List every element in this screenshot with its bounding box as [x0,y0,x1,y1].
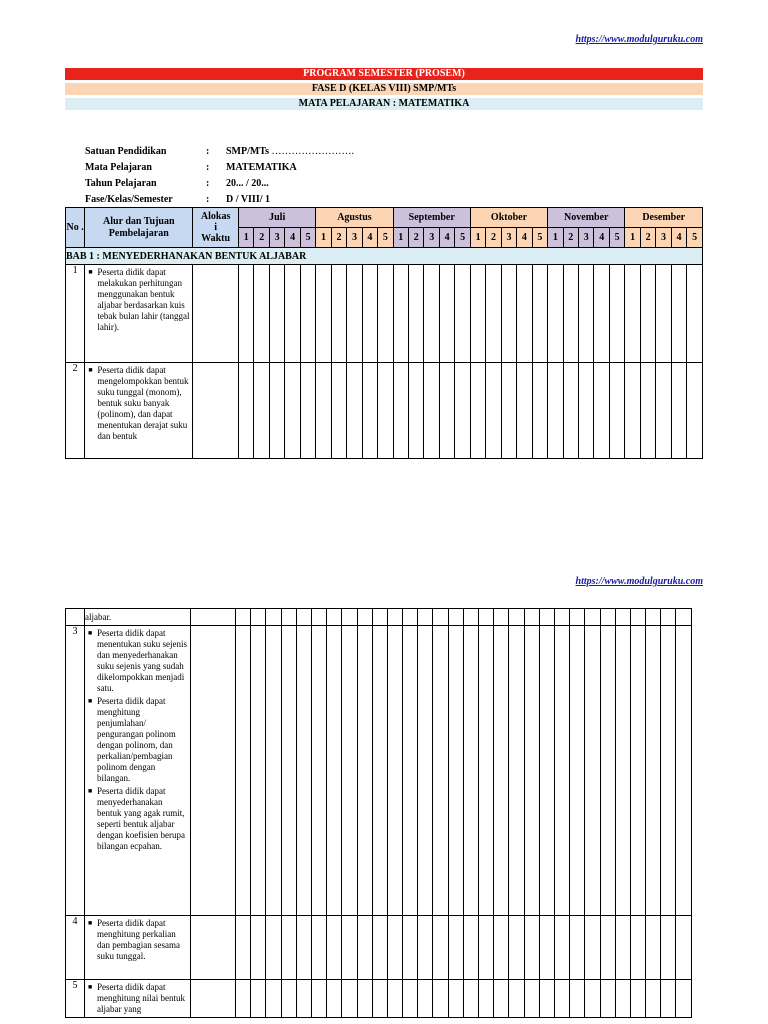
info-label: Satuan Pendidikan [85,146,167,157]
week-cell [554,980,569,1018]
week-cell [266,916,281,980]
week-cell [372,916,387,980]
week-cell [548,363,563,459]
week-cell [357,626,372,916]
header-alokasi-line1: Alokas [200,211,231,222]
week-cell [357,980,372,1018]
week-cell [311,980,326,1018]
info-colon: : [206,194,210,205]
week-cell [600,609,615,626]
week-cell [448,980,463,1018]
week-cell [281,916,296,980]
week-cell [342,916,357,980]
week-cell [579,363,594,459]
week-cell [403,609,418,626]
list-item [88,267,190,333]
header-alokasi-line3: Waktu [201,233,231,244]
week-cell [342,626,357,916]
week-cell [630,609,645,626]
week-cell [327,626,342,916]
week-cell [439,363,454,459]
bullet-icon: ■ [88,697,93,705]
week-cell [439,265,454,363]
program-semester-table [65,207,703,459]
week-cell [479,609,494,626]
month-header: Juli [239,208,316,228]
week-cell [625,265,640,363]
week-number: 1 [470,228,485,248]
week-cell [661,626,676,916]
bullet-icon: ■ [88,629,93,637]
week-cell [509,916,524,980]
table-row [66,609,692,626]
list-item-text: Peserta didik dapat menghitung penjumlahan/ pengurangan polinom dengan polinom, dan perkalian/pembagian polinom dengan bilangan. [97,696,176,783]
month-header: September [393,208,470,228]
info-dots: ……………………. [271,146,354,157]
week-cell [486,363,501,459]
list-item-text: Peserta didik dapat melakukan perhitungan menggunakan bentuk aljabar berdasarkan kuis tebak bulan lahir (tanggal lahir). [97,267,190,332]
title-fase: FASE D (KELAS VIII) SMP/MTs [65,83,703,95]
table-header-row [66,208,703,228]
week-cell [570,609,585,626]
week-cell [387,916,402,980]
week-number: 3 [501,228,516,248]
list-item-text: Peserta didik dapat menyederhanakan bentuk yang agak rumit, seperti bentuk aljabar dengan koefisien berupa bilangan ecpahan. [97,786,185,851]
week-cell [625,363,640,459]
week-cell [455,363,470,459]
week-cell [266,609,281,626]
week-cell [285,265,300,363]
row-alokasi [193,265,239,363]
row-number: 1 [66,265,85,363]
website-link[interactable]: https://www.modulguruku.com [575,576,703,587]
week-cell [357,916,372,980]
week-number: 2 [486,228,501,248]
info-label: Fase/Kelas/Semester [85,194,173,205]
row-number: 2 [66,363,85,459]
week-cell [671,363,686,459]
week-cell [646,916,661,980]
bab-row [66,248,703,265]
week-cell [403,626,418,916]
week-cell [640,265,655,363]
week-cell [378,265,393,363]
week-cell [311,609,326,626]
week-cell [236,626,251,916]
info-label: Mata Pelajaran [85,162,152,173]
week-cell [687,363,703,459]
row-alur-continuation: aljabar. [85,609,191,626]
week-cell [342,980,357,1018]
week-cell [266,980,281,1018]
week-cell [563,363,578,459]
week-cell [676,980,691,1018]
week-cell [470,265,485,363]
week-cell [570,626,585,916]
row-alur [85,363,193,459]
week-cell [548,265,563,363]
week-cell [594,363,609,459]
week-cell [656,363,671,459]
week-cell [646,609,661,626]
week-cell [433,609,448,626]
month-header: November [548,208,625,228]
week-cell [418,626,433,916]
week-cell [387,626,402,916]
week-cell [372,609,387,626]
week-cell [463,916,478,980]
week-cell [311,626,326,916]
week-cell [266,626,281,916]
week-cell [463,626,478,916]
week-cell [600,916,615,980]
month-header: Desember [625,208,703,228]
week-cell [585,626,600,916]
week-number: 3 [424,228,439,248]
week-cell [661,980,676,1018]
week-cell [342,609,357,626]
row-alokasi [191,609,236,626]
week-cell [554,626,569,916]
list-item-text: Peserta didik dapat menghitung nilai bentuk aljabar yang [97,982,185,1014]
list-item-text: Peserta didik dapat mengelompokkan bentuk suku tunggal (monom), bentuk suku banyak (polinom), dan dapat menentukan derajat suku dan bentuk [97,365,189,441]
week-cell [532,265,547,363]
list-item-text: Peserta didik dapat menentukan suku sejenis dan menyederhanakan suku sejenis yang sudah dikelompokkan menjadi satu. [97,628,187,693]
week-cell [539,609,554,626]
week-cell [300,363,315,459]
week-number: 1 [548,228,563,248]
week-cell [479,626,494,916]
week-cell [494,980,509,1018]
week-cell [600,626,615,916]
week-number: 2 [331,228,346,248]
week-cell [393,363,408,459]
week-cell [393,265,408,363]
week-cell [539,626,554,916]
week-cell [609,265,625,363]
week-cell [296,980,311,1018]
week-cell [448,626,463,916]
week-cell [579,265,594,363]
week-number: 5 [300,228,315,248]
list-item-text: Peserta didik dapat menghitung perkalian dan pembagian sesama suku tunggal. [97,918,180,961]
row-alur [85,626,191,916]
week-number: 1 [316,228,331,248]
week-number: 4 [517,228,532,248]
week-cell [501,265,516,363]
header-alur-line1: Alur dan Tujuan [103,215,175,227]
week-cell [372,626,387,916]
week-cell [509,626,524,916]
week-cell [539,980,554,1018]
week-cell [254,363,269,459]
week-cell [524,626,539,916]
week-cell [296,609,311,626]
week-number: 1 [239,228,254,248]
week-cell [570,980,585,1018]
header-alur-line2: Pembelajaran [108,227,169,239]
week-number: 5 [378,228,393,248]
week-number: 3 [347,228,362,248]
week-cell [236,609,251,626]
week-cell [311,916,326,980]
week-cell [254,265,269,363]
week-cell [285,363,300,459]
week-cell [409,265,424,363]
week-cell [448,609,463,626]
week-cell [236,916,251,980]
week-number: 1 [393,228,408,248]
week-cell [433,980,448,1018]
week-number: 2 [640,228,655,248]
week-cell [251,626,266,916]
week-cell [387,609,402,626]
week-number: 4 [285,228,300,248]
header-no: No . [66,208,85,248]
week-cell [372,980,387,1018]
week-cell [615,916,630,980]
week-number: 3 [579,228,594,248]
week-cell [585,980,600,1018]
week-cell [331,363,346,459]
week-cell [387,980,402,1018]
week-number: 3 [656,228,671,248]
week-cell [403,980,418,1018]
week-cell [455,265,470,363]
week-cell [676,609,691,626]
week-cell [251,609,266,626]
week-number: 4 [439,228,454,248]
week-cell [554,609,569,626]
header-alur [85,208,193,248]
week-cell [362,363,377,459]
week-cell [347,265,362,363]
week-cell [494,626,509,916]
month-header: Agustus [316,208,393,228]
list-item [88,786,188,852]
week-cell [524,916,539,980]
title-program-semester: PROGRAM SEMESTER (PROSEM) [65,68,703,80]
week-cell [300,265,315,363]
week-cell [463,980,478,1018]
row-number: 3 [66,626,85,916]
week-cell [424,363,439,459]
week-cell [676,916,691,980]
month-header: Oktober [470,208,547,228]
week-cell [296,916,311,980]
table-row [66,363,703,459]
week-number: 2 [563,228,578,248]
week-cell [656,265,671,363]
week-cell [661,609,676,626]
week-cell [418,980,433,1018]
bullet-icon: ■ [88,983,93,991]
header-alokasi [193,208,239,248]
info-label: Tahun Pelajaran [85,178,157,189]
week-cell [327,980,342,1018]
week-cell [494,916,509,980]
week-cell [331,265,346,363]
week-cell [600,980,615,1018]
list-item [88,918,188,962]
week-cell [630,916,645,980]
week-cell [615,609,630,626]
list-item [88,982,188,1015]
row-alur [85,980,191,1018]
week-cell [281,626,296,916]
week-cell [609,363,625,459]
week-cell [448,916,463,980]
week-cell [296,626,311,916]
row-alokasi [191,626,236,916]
week-cell [239,265,254,363]
week-cell [251,980,266,1018]
row-alokasi [191,980,236,1018]
week-cell [585,916,600,980]
week-number: 5 [609,228,625,248]
week-cell [615,980,630,1018]
week-number: 3 [269,228,284,248]
week-cell [646,626,661,916]
week-cell [532,363,547,459]
week-cell [640,363,655,459]
week-cell [409,363,424,459]
info-colon: : [206,178,210,189]
table-row [66,980,692,1018]
week-cell [269,265,284,363]
row-alur [85,265,193,363]
list-item [88,696,188,784]
week-cell [509,980,524,1018]
title-mata-pelajaran: MATA PELAJARAN : MATEMATIKA [65,98,703,110]
row-number [66,609,85,626]
week-cell [424,265,439,363]
week-cell [418,609,433,626]
list-item [88,628,188,694]
row-number: 4 [66,916,85,980]
info-colon: : [206,146,210,157]
table-row [66,916,692,980]
week-cell [630,980,645,1018]
week-cell [539,916,554,980]
bullet-icon: ■ [88,268,93,276]
bullet-icon: ■ [88,919,93,927]
week-cell [524,980,539,1018]
bab-title: BAB 1 : MENYEDERHANAKAN BENTUK ALJABAR [66,248,703,265]
week-number: 5 [532,228,547,248]
week-cell [486,265,501,363]
week-cell [615,626,630,916]
table-row [66,265,703,363]
website-link[interactable]: https://www.modulguruku.com [575,34,703,45]
header-alokasi-line2: i [214,222,218,233]
row-alokasi [191,916,236,980]
week-cell [594,265,609,363]
week-cell [585,609,600,626]
week-number: 4 [362,228,377,248]
week-cell [687,265,703,363]
program-semester-table-continued [65,608,692,1018]
week-cell [327,916,342,980]
week-cell [236,980,251,1018]
week-cell [494,609,509,626]
row-alokasi [193,363,239,459]
week-number: 5 [455,228,470,248]
info-value-text: SMP/MTs [226,146,269,157]
week-cell [378,363,393,459]
week-cell [327,609,342,626]
bullet-icon: ■ [88,787,93,795]
week-cell [630,626,645,916]
week-number: 2 [409,228,424,248]
week-cell [347,363,362,459]
week-cell [570,916,585,980]
week-cell [563,265,578,363]
week-cell [362,265,377,363]
week-cell [479,980,494,1018]
week-cell [661,916,676,980]
week-cell [316,363,331,459]
week-cell [239,363,254,459]
week-cell [281,609,296,626]
week-number: 5 [687,228,703,248]
row-number: 5 [66,980,85,1018]
info-value: D / VIII/ 1 [226,194,270,205]
week-cell [524,609,539,626]
table-row [66,626,692,916]
info-value [226,144,354,160]
week-cell [357,609,372,626]
week-number: 1 [625,228,640,248]
week-cell [671,265,686,363]
week-cell [281,980,296,1018]
week-cell [463,609,478,626]
week-cell [479,916,494,980]
week-cell [316,265,331,363]
week-cell [676,626,691,916]
week-cell [646,980,661,1018]
week-number: 4 [594,228,609,248]
week-number: 2 [254,228,269,248]
week-cell [501,363,516,459]
week-cell [470,363,485,459]
week-cell [418,916,433,980]
row-alur [85,916,191,980]
week-cell [433,626,448,916]
info-value: 20... / 20... [226,178,269,189]
week-cell [517,363,532,459]
week-cell [251,916,266,980]
week-cell [554,916,569,980]
week-cell [269,363,284,459]
week-cell [509,609,524,626]
week-cell [433,916,448,980]
info-value: MATEMATIKA [226,162,297,173]
week-cell [517,265,532,363]
info-colon: : [206,162,210,173]
list-item [88,365,190,442]
week-number: 4 [671,228,686,248]
week-cell [403,916,418,980]
bullet-icon: ■ [88,366,93,374]
